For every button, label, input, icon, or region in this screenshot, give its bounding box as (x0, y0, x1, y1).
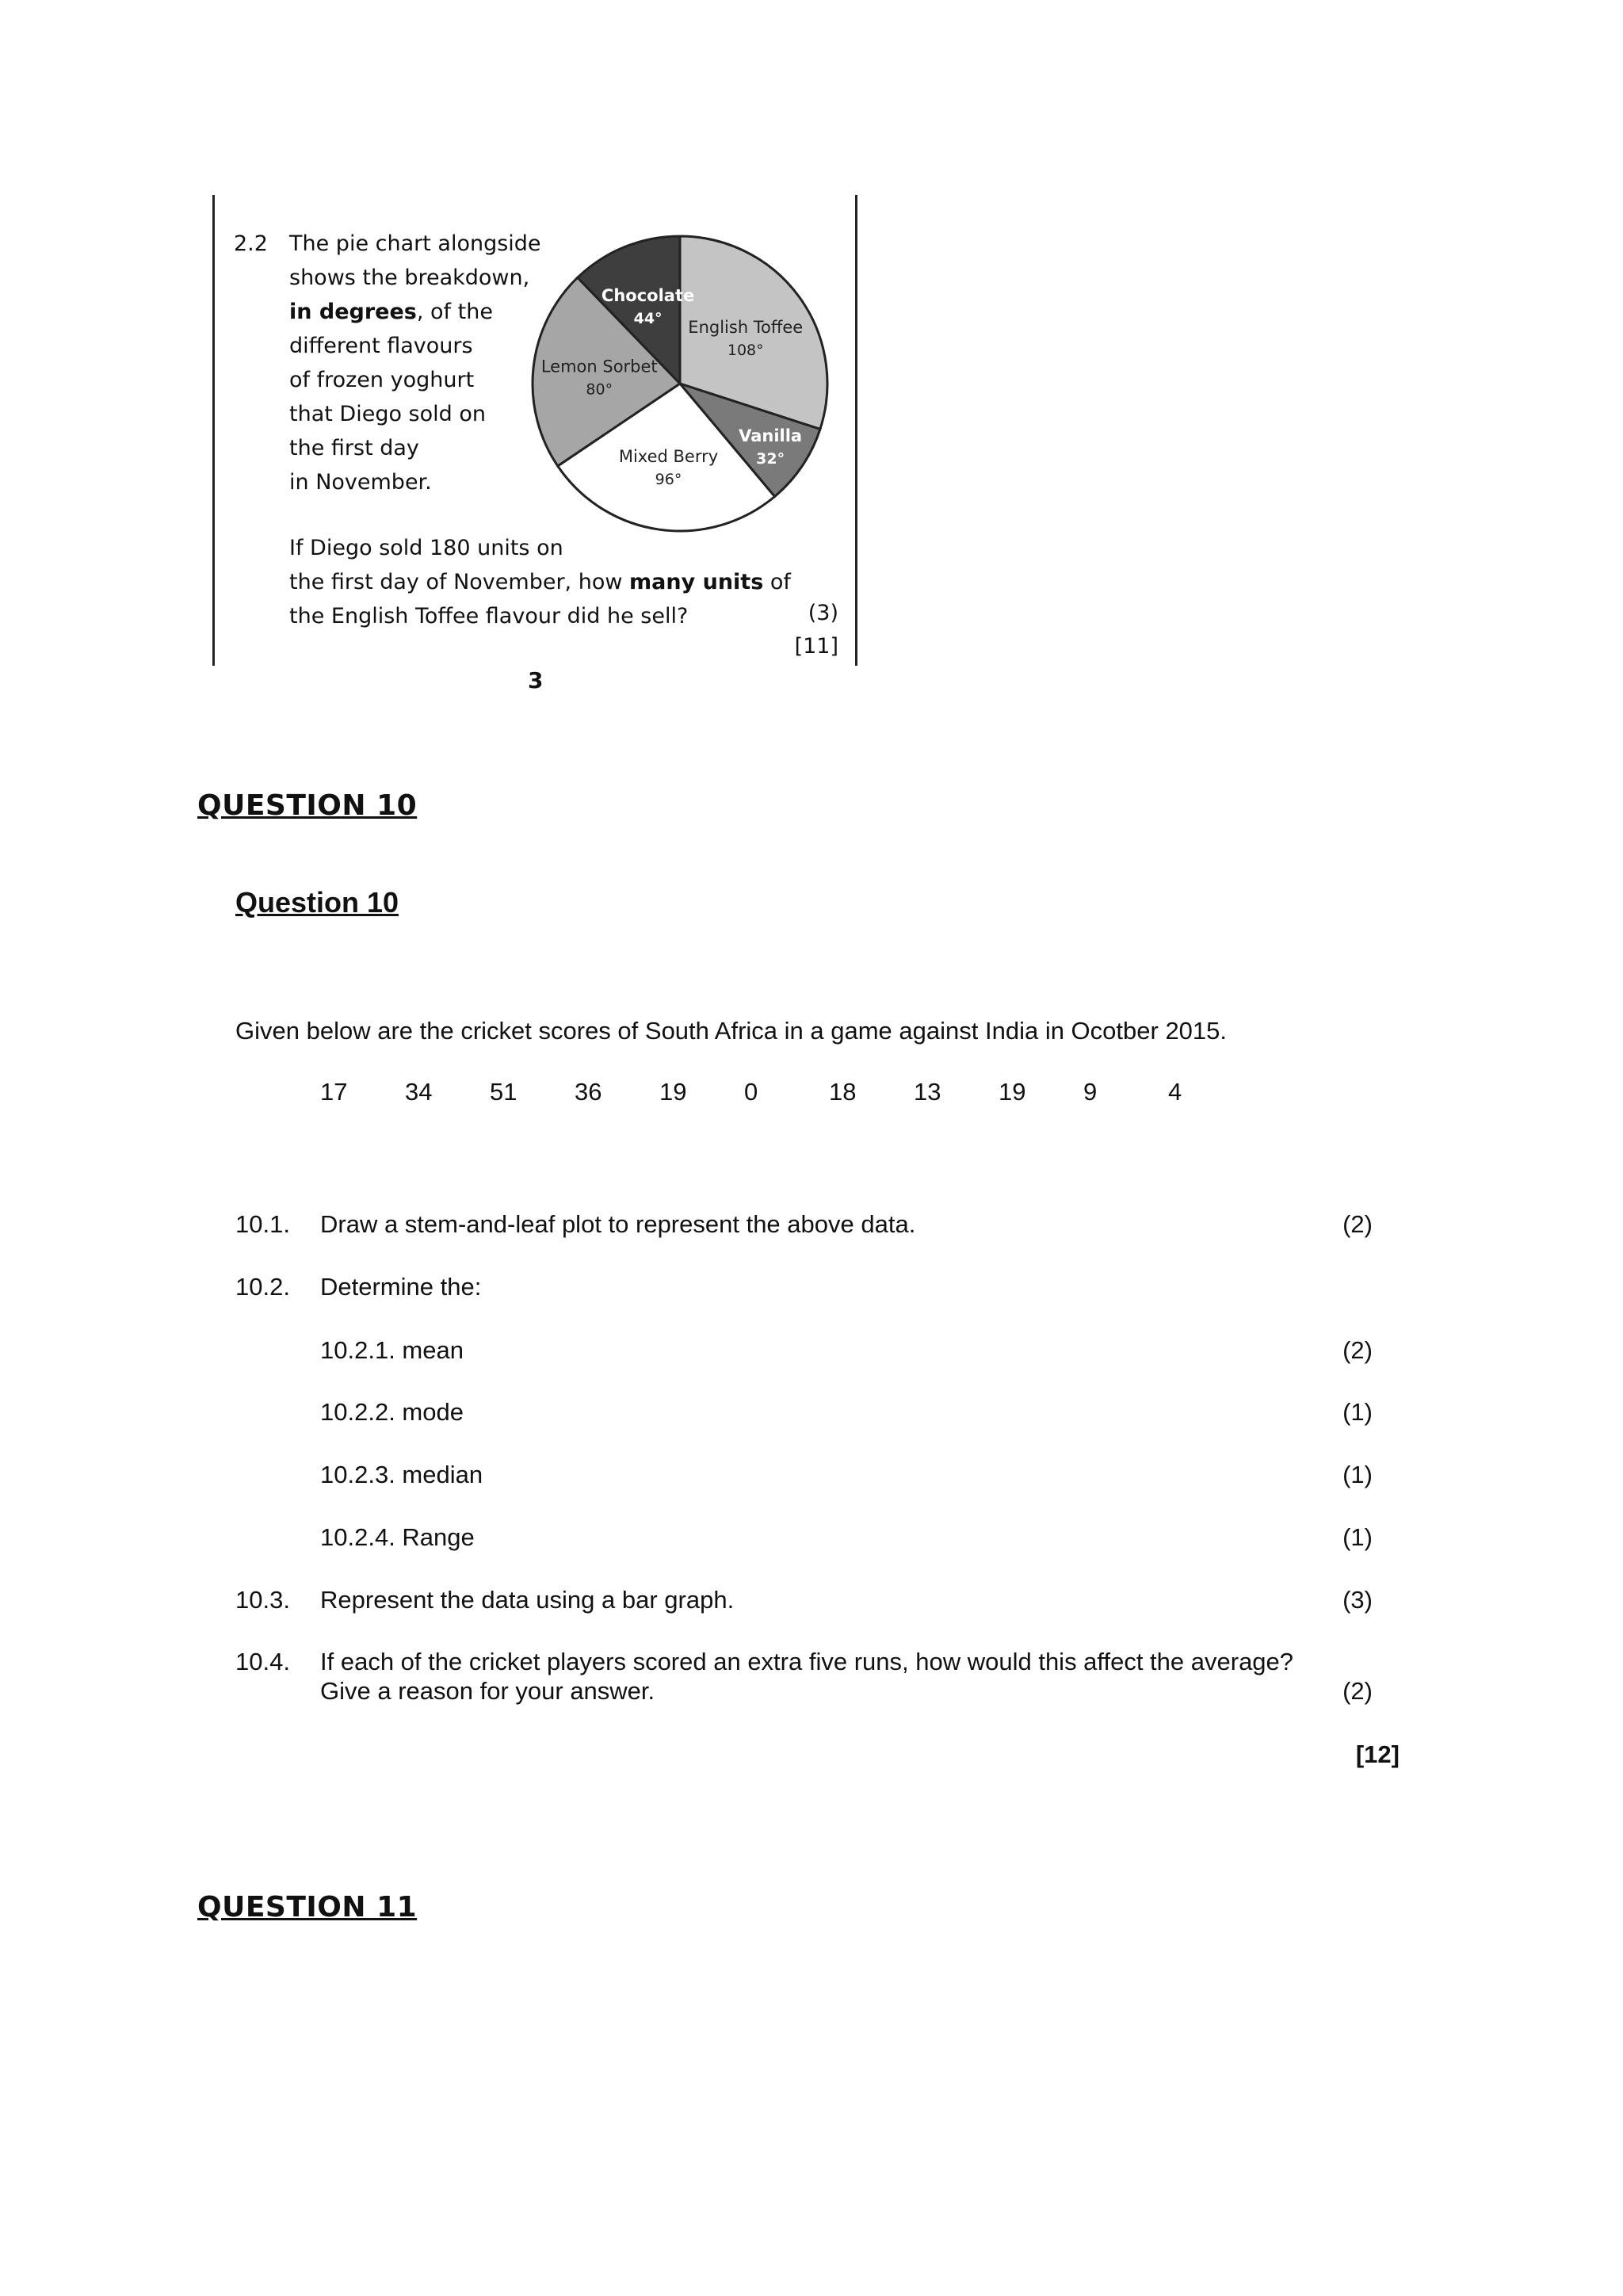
text-segment: different flavours (289, 334, 473, 358)
score-value: 4 (1168, 1078, 1182, 1106)
item-number: 10.3. (235, 1586, 290, 1614)
text-line (289, 565, 844, 599)
text-line (289, 599, 844, 633)
text-line (289, 431, 551, 465)
item-mark: (1) (1342, 1461, 1373, 1488)
pie-slice-label: Lemon Sorbet (540, 357, 658, 376)
question-10-total: [12] (1355, 1740, 1400, 1768)
text-segment: the first day (289, 436, 419, 460)
text-segment: the first day of November, how (289, 570, 630, 594)
pie-slice-value: 32° (756, 449, 785, 468)
item-text: 10.2.2. mode (320, 1398, 464, 1426)
text-line (289, 363, 551, 397)
item-text: 10.2.1. mean (320, 1336, 464, 1364)
text-segment: The pie chart alongside (289, 231, 541, 256)
figure-total: [11] (794, 634, 838, 659)
pie-slice-label: Chocolate (601, 285, 695, 305)
text-segment: that Diego sold on (289, 402, 486, 426)
item-text: 10.2.3. median (320, 1461, 483, 1488)
score-value: 19 (659, 1078, 687, 1106)
pie-slice-value: 108° (727, 341, 764, 359)
pie-slice-value: 96° (655, 471, 682, 489)
figure-question-stem (289, 227, 551, 499)
item-text: 10.2.4. Range (320, 1523, 475, 1551)
item-mark: (3) (1342, 1586, 1373, 1614)
text-line (289, 465, 551, 499)
text-segment: of (763, 570, 791, 594)
item-number: 10.2. (235, 1273, 290, 1301)
pie-slice-value: 44° (633, 309, 663, 327)
text-line (289, 261, 551, 295)
question-10-subheading: Question 10 (235, 886, 399, 919)
score-value: 18 (829, 1078, 857, 1106)
item-mark: (1) (1342, 1523, 1373, 1551)
text-line (289, 295, 551, 329)
item-mark: (2) (1342, 1336, 1373, 1364)
pie-slice-label: Vanilla (739, 426, 803, 445)
item-text: Draw a stem-and-leaf plot to represent the above data. (320, 1210, 916, 1238)
pie-slice-value: 80° (586, 380, 613, 399)
pie-slice-label: Mixed Berry (618, 447, 719, 467)
question-11-heading: QUESTION 11 (197, 1891, 418, 1924)
embedded-question-figure (212, 195, 857, 666)
item-text-continued: Give a reason for your answer. (320, 1677, 655, 1705)
score-value: 9 (1083, 1078, 1098, 1106)
item-number: 10.1. (235, 1210, 290, 1238)
text-segment: If Diego sold 180 units on (289, 536, 563, 560)
score-value: 34 (405, 1078, 433, 1106)
pie-chart (529, 233, 831, 534)
item-text: Determine the: (320, 1273, 482, 1301)
text-segment: of frozen yoghurt (289, 368, 475, 392)
item-text: If each of the cricket players scored an extra five runs, how would this affect the average? (320, 1648, 1294, 1675)
bold-text: many units (629, 570, 764, 594)
text-line (289, 227, 551, 261)
pie-slice-label: English Toffee (688, 317, 804, 337)
item-number: 10.4. (235, 1648, 290, 1675)
figure-question-text (289, 531, 844, 633)
score-value: 51 (490, 1078, 517, 1106)
score-value: 13 (914, 1078, 941, 1106)
text-segment: the English Toffee flavour did he sell? (289, 604, 689, 628)
item-mark: (2) (1342, 1210, 1373, 1238)
text-line (289, 531, 844, 565)
bold-text: in degrees (289, 300, 417, 324)
figure-right-border (855, 195, 857, 666)
figure-page-number: 3 (528, 667, 544, 693)
item-mark: (1) (1342, 1398, 1373, 1426)
score-value: 19 (999, 1078, 1026, 1106)
text-segment: , of the (416, 300, 493, 324)
score-value: 17 (320, 1078, 348, 1106)
score-value: 0 (744, 1078, 758, 1106)
figure-marks: (3) (808, 601, 838, 625)
figure-question-number: 2.2 (234, 231, 268, 256)
item-mark: (2) (1342, 1677, 1373, 1705)
score-value: 36 (575, 1078, 602, 1106)
text-segment: shows the breakdown, (289, 266, 530, 290)
text-line (289, 397, 551, 431)
question-10-heading: QUESTION 10 (197, 789, 418, 822)
item-text: Represent the data using a bar graph. (320, 1586, 735, 1614)
question-10-intro: Given below are the cricket scores of South Africa in a game against India in Ocotber 2015. (235, 1017, 1228, 1045)
scores-row (0, 1078, 1623, 1110)
text-line (289, 329, 551, 363)
figure-left-border (212, 195, 215, 666)
text-segment: in November. (289, 470, 432, 495)
